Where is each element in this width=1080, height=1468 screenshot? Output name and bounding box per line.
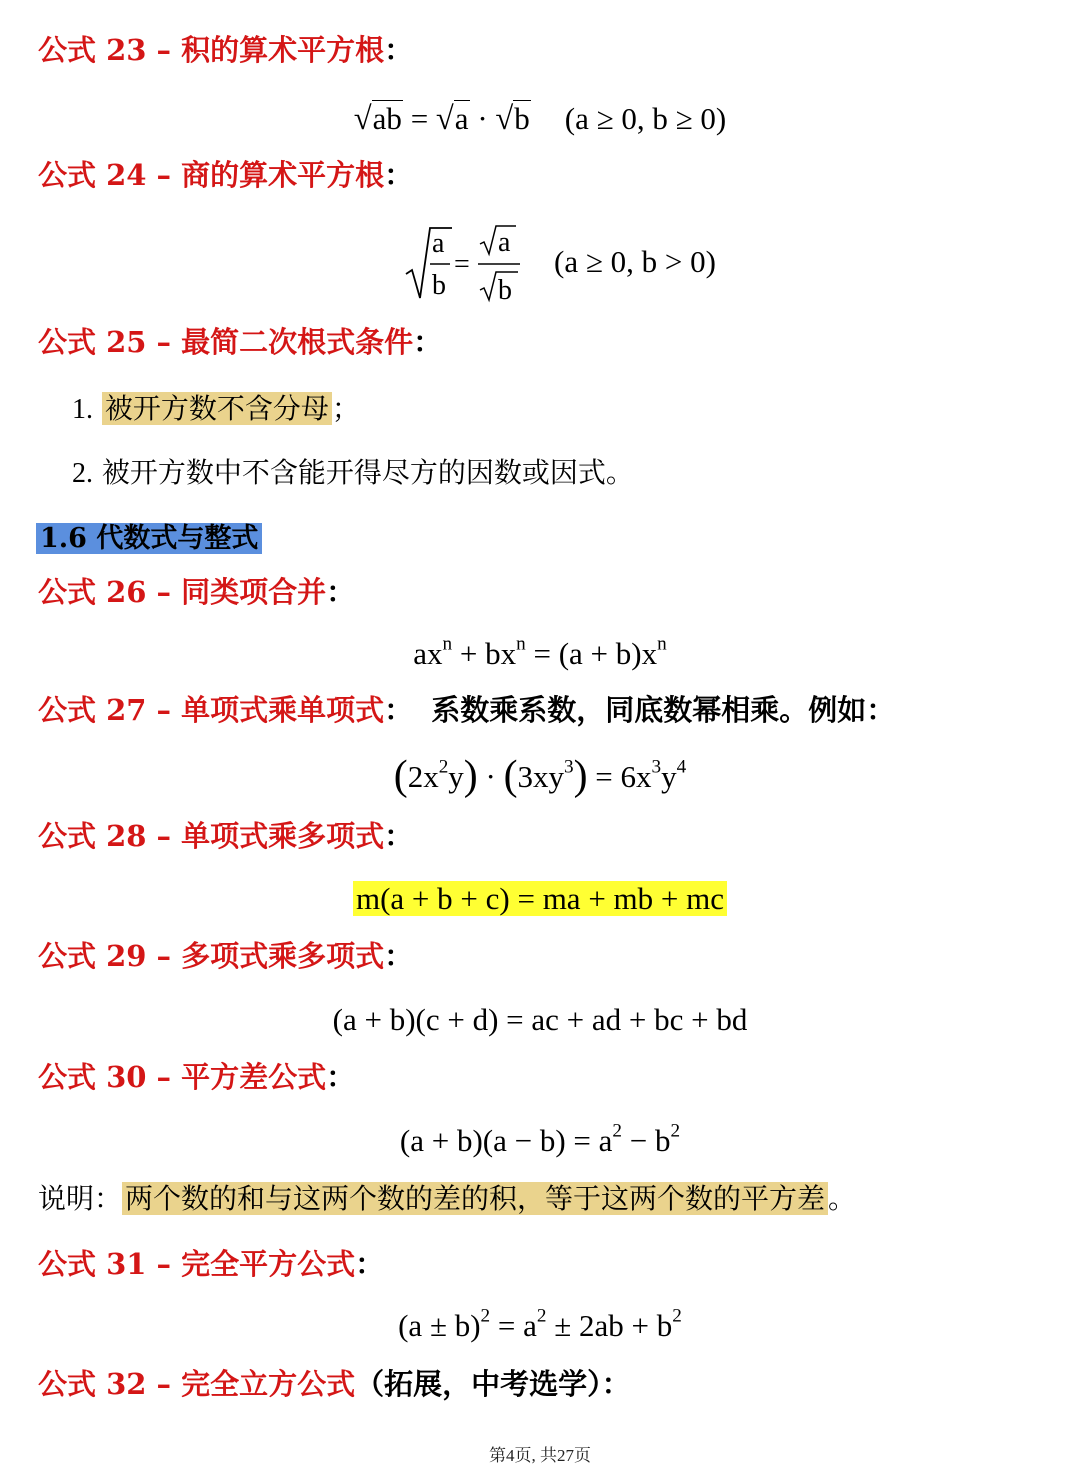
list-item-2-number: 2. <box>72 458 93 489</box>
formula-30-heading <box>38 1057 355 1097</box>
formula-25-heading <box>38 322 442 362</box>
formula-31-equation: $(a \pm b)^2 = a^2 \pm 2ab + b^2$ <box>398 1305 682 1343</box>
formula-31-heading <box>38 1244 384 1284</box>
formula-31-colon: ： <box>355 1247 385 1281</box>
formula-32-heading <box>38 1364 631 1404</box>
svg-text:a: a <box>432 228 445 259</box>
formula-25-colon: ： <box>413 325 443 359</box>
formula-32-title: 公式 32 – 完全立方公式 <box>38 1367 356 1401</box>
formula-27-equation: $(2x^2y) \cdot (3xy^3) = 6x^3y^4$ <box>393 753 687 799</box>
formula-31-title: 公式 31 – 完全平方公式 <box>38 1247 356 1281</box>
formula-28-equation-text: m(a + b + c) = ma + mb + mc <box>353 881 727 916</box>
section-heading <box>36 518 262 560</box>
formula-23-condition: (a ≥ 0, b ≥ 0) <box>564 101 727 136</box>
formula-30-note <box>38 1177 856 1221</box>
formula-27-colon: ： <box>384 693 414 727</box>
formula-27-title: 公式 27 – 单项式乘单项式 <box>38 693 385 727</box>
formula-28-equation <box>0 877 1080 921</box>
formula-24-equation <box>400 224 820 308</box>
list-item-1-end: ； <box>331 392 360 425</box>
formula-30-colon: ： <box>326 1060 356 1094</box>
formula-24-colon: ： <box>384 158 414 192</box>
formula-29-equation: (a + b)(c + d) = ac + ad + bc + bd <box>332 1002 748 1037</box>
page-footer: 第4页, 共27页 <box>489 1446 591 1465</box>
formula-25-title: 公式 25 – 最简二次根式条件 <box>38 325 414 359</box>
note-label: 说明： <box>38 1182 123 1215</box>
svg-text:b: b <box>498 275 512 306</box>
formula-26-heading <box>38 572 355 612</box>
list-item-2 <box>72 452 634 495</box>
note-end: 。 <box>828 1182 857 1215</box>
note-text: 两个数的和与这两个数的差的积，等于这两个数的平方差 <box>122 1182 828 1215</box>
list-item-2-text: 被开方数中不含能开得尽方的因数或因式。 <box>101 456 634 489</box>
list-item-1 <box>72 388 360 431</box>
formula-23-heading <box>38 30 413 70</box>
svg-text:a: a <box>498 227 511 258</box>
formula-27-description: 系数乘系数，同底数幂相乘。例如： <box>431 693 896 727</box>
formula-28-colon: ： <box>384 819 414 853</box>
formula-29-colon: ： <box>384 939 414 973</box>
formula-23-title: 公式 23 – 积的算术平方根 <box>38 33 385 67</box>
formula-24-title: 公式 24 – 商的算术平方根 <box>38 158 385 192</box>
formula-24-heading <box>38 155 413 195</box>
formula-28-heading <box>38 816 413 856</box>
svg-text:b: b <box>432 270 446 301</box>
list-item-1-number: 1. <box>72 394 93 425</box>
formula-28-title: 公式 28 – 单项式乘多项式 <box>38 819 385 853</box>
formula-23-equation: √ab = √a · √b (a ≥ 0, b ≥ 0) <box>353 101 727 137</box>
section-title: 1.6 代数式与整式 <box>36 523 262 554</box>
formula-29-title: 公式 29 – 多项式乘多项式 <box>38 939 385 973</box>
formula-32-description: （拓展，中考选学）： <box>355 1367 631 1401</box>
formula-23-colon: ： <box>384 33 414 67</box>
formula-27-heading <box>38 690 895 730</box>
svg-text:=: = <box>454 249 470 280</box>
formula-24-condition: (a ≥ 0, b > 0) <box>554 244 716 279</box>
formula-30-equation: $(a + b)(a - b) = a^2 - b^2$ <box>399 1120 681 1158</box>
formula-26-title: 公式 26 – 同类项合并 <box>38 575 327 609</box>
formula-30-title: 公式 30 – 平方差公式 <box>38 1060 327 1094</box>
formula-26-colon: ： <box>326 575 356 609</box>
formula-26-equation: $ax^n + bx^n = (a + b)x^n$ <box>413 633 667 671</box>
list-item-1-text: 被开方数不含分母 <box>102 392 332 425</box>
formula-29-heading <box>38 936 413 976</box>
